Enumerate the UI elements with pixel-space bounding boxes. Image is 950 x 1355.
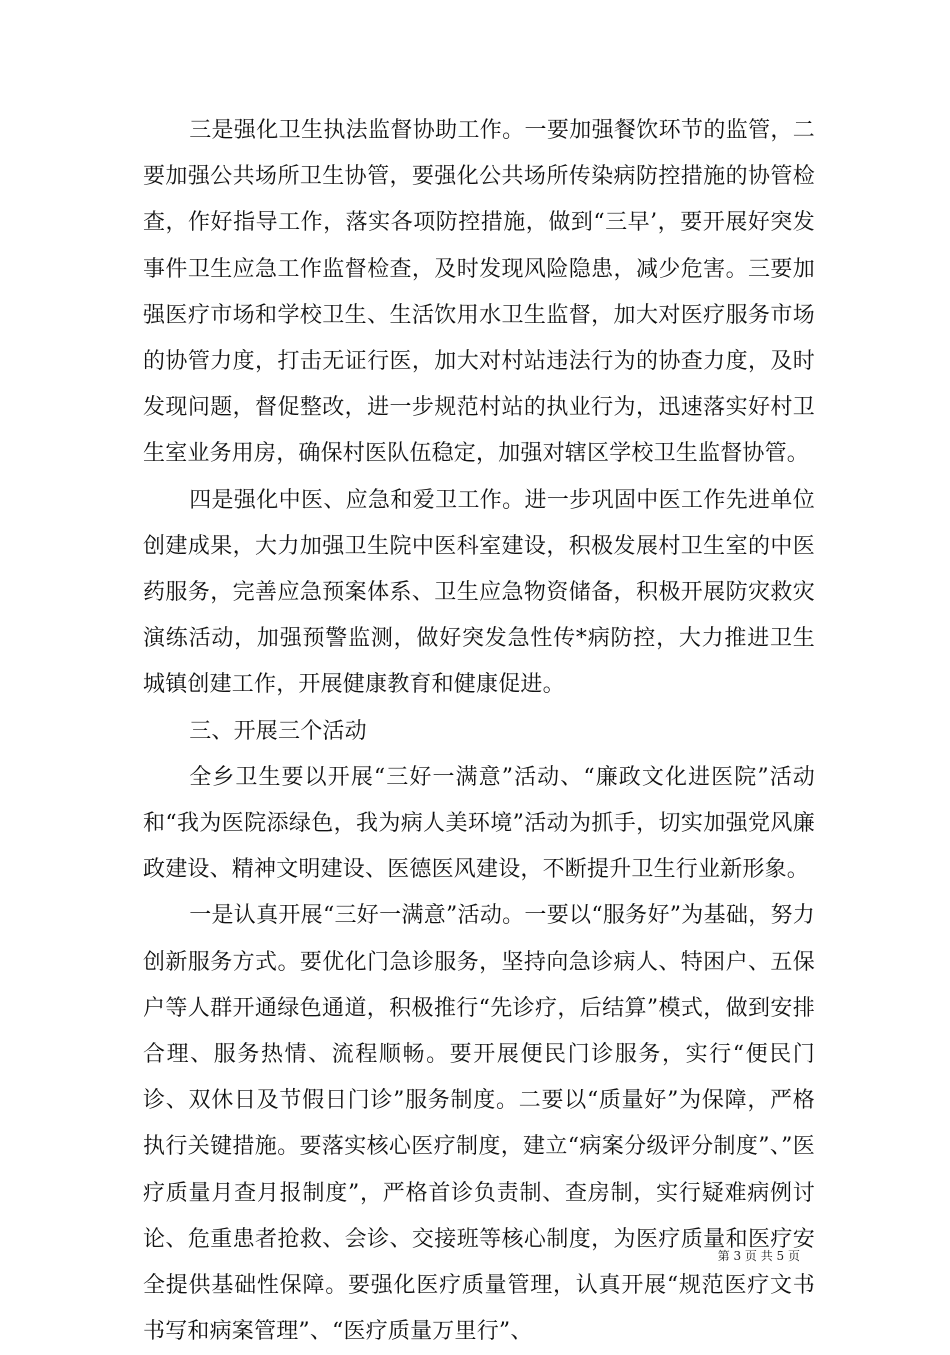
section-heading-activities: 三、开展三个活动: [189, 718, 367, 744]
paragraph-supervision: 三是强化卫生执法监督协助工作。一要加强餐饮环节的监管，二要加强公共场所卫生协管，要强化公共场所传染病防控措施的协管检查，作好指导工作，落实各项防控措施，做到“三早’，要开展好突发事件卫生应急工作监督检查，及时发现风险隐患，减少危害。三要加强医疗市场和学校卫生、生活饮用水卫生监督，加大对医疗服务市场的协管力度，打击无证行医，加大对村站违法行为的协查力度，及时发现问题，督促整改，进一步规范村站的执业行为，迅速落实好村卫生室业务用房，确保村医队伍稳定，加强对辖区学校卫生监督协管。: [143, 118, 815, 467]
paragraph-tcm-emergency: 四是强化中医、应急和爱卫工作。进一步巩固中医工作先进单位创建成果，大力加强卫生院中医科室建设，积极发展村卫生室的中医药服务，完善应急预案体系、卫生应急物资储备，积极开展防灾救灾演练活动，加强预警监测，做好突发急性传*病防控，大力推进卫生城镇创建工作，开展健康教育和健康促进。: [143, 487, 815, 698]
page-number-footer: 第 3 页 共 5 页: [717, 1249, 800, 1263]
document-body: [143, 108, 815, 1355]
paragraph-activities-intro: 全乡卫生要以开展“三好一满意”活动、“廉政文化进医院”活动和“我为医院添绿色，我为病人美环境”活动为抓手，切实加强党风廉政建设、精神文明建设、医德医风建设，不断提升卫生行业新形象。: [143, 764, 815, 883]
paragraph-three-good-one-satisfied: 一是认真开展“三好一满意”活动。一要以“服务好”为基础，努力创新服务方式。要优化门急诊服务，坚持向急诊病人、特困户、五保户等人群开通绿色通道，积极推行“先诊疗，后结算”模式，做到安排合理、服务热情、流程顺畅。要开展便民门诊服务，实行“便民门诊、双休日及节假日门诊”服务制度。二要以“质量好”为保障，严格执行关键措施。要落实核心医疗制度，建立“病案分级评分制度”、”医疗质量月查月报制度”，严格首诊负责制、查房制，实行疑难病例讨论、危重患者抢救、会诊、交接班等核心制度，为医疗质量和医疗安全提供基础性保障。要强化医疗质量管理，认真开展“规范医疗文书书写和病案管理”、“医疗质量万里行”、: [143, 903, 815, 1345]
